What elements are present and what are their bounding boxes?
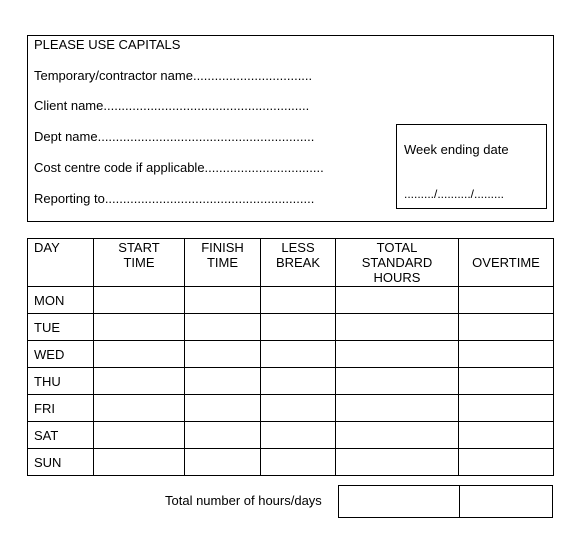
- client-name-field[interactable]: Client name.........................................................: [34, 98, 310, 113]
- cost-centre-field[interactable]: Cost centre code if applicable.................................: [34, 160, 324, 175]
- less-break-cell[interactable]: [261, 368, 336, 395]
- start-time-header: START TIME: [94, 239, 185, 287]
- start-time-cell[interactable]: [94, 314, 185, 341]
- table-row: [28, 341, 554, 368]
- table-row: [28, 314, 554, 341]
- overtime-cell[interactable]: [459, 341, 554, 368]
- day-label: SAT: [28, 422, 94, 449]
- instruction-text: PLEASE USE CAPITALS: [34, 37, 181, 52]
- timesheet-table: [27, 238, 554, 476]
- table-row: [28, 422, 554, 449]
- overtime-cell[interactable]: [459, 395, 554, 422]
- start-time-cell[interactable]: [94, 395, 185, 422]
- overtime-header: OVERTIME: [459, 239, 554, 287]
- day-label: FRI: [28, 395, 94, 422]
- table-row: [28, 368, 554, 395]
- finish-time-cell[interactable]: [185, 287, 261, 314]
- week-ending-date-field[interactable]: ........./........../.........: [404, 187, 505, 201]
- table-row: [28, 395, 554, 422]
- total-hours-cell[interactable]: [336, 287, 459, 314]
- total-hours-cell[interactable]: [336, 341, 459, 368]
- table-header-row: [28, 239, 554, 287]
- start-time-cell[interactable]: [94, 341, 185, 368]
- start-time-cell[interactable]: [94, 287, 185, 314]
- total-hours-cell[interactable]: [336, 395, 459, 422]
- overtime-cell[interactable]: [459, 314, 554, 341]
- day-label: SUN: [28, 449, 94, 476]
- table-row: [28, 287, 554, 314]
- total-standard-hours-header: TOTAL STANDARD HOURS: [336, 239, 459, 287]
- total-hours-label: Total number of hours/days: [165, 493, 322, 508]
- week-ending-label: Week ending date: [404, 142, 509, 157]
- less-break-header: LESS BREAK: [261, 239, 336, 287]
- dept-name-field[interactable]: Dept name............................................................: [34, 129, 315, 144]
- overtime-cell[interactable]: [459, 368, 554, 395]
- day-label: THU: [28, 368, 94, 395]
- total-hours-cell[interactable]: [336, 368, 459, 395]
- start-time-cell[interactable]: [94, 422, 185, 449]
- finish-time-cell[interactable]: [185, 368, 261, 395]
- finish-time-cell[interactable]: [185, 341, 261, 368]
- total-hours-cell[interactable]: [338, 485, 460, 518]
- less-break-cell[interactable]: [261, 449, 336, 476]
- less-break-cell[interactable]: [261, 341, 336, 368]
- day-label: WED: [28, 341, 94, 368]
- less-break-cell[interactable]: [261, 422, 336, 449]
- contractor-name-field[interactable]: Temporary/contractor name.................................: [34, 68, 313, 83]
- less-break-cell[interactable]: [261, 287, 336, 314]
- finish-time-header: FINISH TIME: [185, 239, 261, 287]
- overtime-cell[interactable]: [459, 287, 554, 314]
- table-row: [28, 449, 554, 476]
- day-label: TUE: [28, 314, 94, 341]
- day-label: MON: [28, 287, 94, 314]
- finish-time-cell[interactable]: [185, 449, 261, 476]
- less-break-cell[interactable]: [261, 314, 336, 341]
- total-overtime-cell[interactable]: [459, 485, 553, 518]
- day-header: DAY: [28, 239, 94, 287]
- reporting-to-field[interactable]: Reporting to..........................................................: [34, 191, 315, 206]
- start-time-cell[interactable]: [94, 449, 185, 476]
- finish-time-cell[interactable]: [185, 422, 261, 449]
- less-break-cell[interactable]: [261, 395, 336, 422]
- total-hours-cell[interactable]: [336, 449, 459, 476]
- overtime-cell[interactable]: [459, 449, 554, 476]
- overtime-cell[interactable]: [459, 422, 554, 449]
- start-time-cell[interactable]: [94, 368, 185, 395]
- finish-time-cell[interactable]: [185, 395, 261, 422]
- total-hours-cell[interactable]: [336, 314, 459, 341]
- total-hours-cell[interactable]: [336, 422, 459, 449]
- finish-time-cell[interactable]: [185, 314, 261, 341]
